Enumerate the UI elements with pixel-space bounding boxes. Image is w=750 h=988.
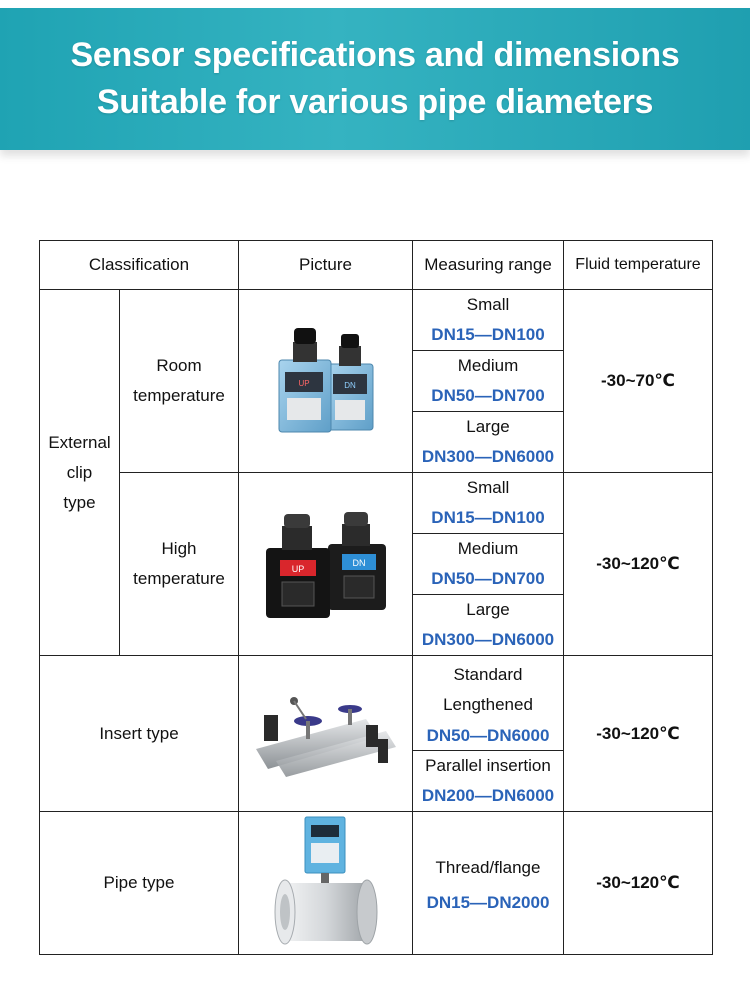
range-room-small: Small DN15—DN100 (413, 290, 564, 351)
header-picture: Picture (239, 241, 413, 290)
header-measuring-range: Measuring range (413, 241, 564, 290)
sensor-pair-blue-icon (261, 316, 391, 446)
title-banner (0, 8, 750, 150)
header-classification: Classification (40, 241, 239, 290)
pipe-type-picture (239, 812, 413, 955)
temperature-insert: -30~120℃ (564, 656, 713, 812)
range-high-large: Large DN300—DN6000 (413, 595, 564, 656)
table-row (40, 656, 713, 751)
dn-badge: DN (352, 558, 365, 568)
temperature-room: -30~70℃ (564, 290, 713, 473)
sensor-pair-black-icon (256, 504, 396, 624)
table-row (40, 812, 713, 955)
banner-title-line-2: Suitable for various pipe diameters (96, 83, 654, 121)
high-temperature-picture (239, 473, 413, 656)
banner-title-line-1: Sensor specifications and dimensions (70, 36, 680, 74)
temperature-pipe: -30~120℃ (564, 812, 713, 955)
spec-table (39, 240, 713, 955)
table-row (40, 290, 713, 351)
high-temperature-label: High temperature (120, 473, 239, 656)
table-row (40, 473, 713, 534)
range-room-medium: Medium DN50—DN700 (413, 351, 564, 412)
insert-type-label: Insert type (40, 656, 239, 812)
range-high-medium: Medium DN50—DN700 (413, 534, 564, 595)
range-insert-standard: Standard Lengthened DN50—DN6000 (413, 656, 564, 751)
up-badge: UP (291, 564, 304, 574)
up-badge: UP (297, 379, 310, 388)
range-insert-parallel: Parallel insertion DN200—DN6000 (413, 751, 564, 812)
range-high-small: Small DN15—DN100 (413, 473, 564, 534)
pipe-type-label: Pipe type (40, 812, 239, 955)
temperature-high: -30~120℃ (564, 473, 713, 656)
pipe-flowmeter-icon (271, 815, 381, 951)
room-temperature-label: Room temperature (120, 290, 239, 473)
external-clip-label: External clip type (40, 290, 120, 656)
header-row (40, 241, 713, 290)
insertion-sensor-icon (246, 679, 406, 789)
room-temperature-picture (239, 290, 413, 473)
range-room-large: Large DN300—DN6000 (413, 412, 564, 473)
insert-type-picture (239, 656, 413, 812)
range-pipe: Thread/flange DN15—DN2000 (413, 812, 564, 955)
header-fluid-temperature: Fluid temperature (564, 241, 713, 290)
dn-badge: DN (343, 381, 356, 390)
